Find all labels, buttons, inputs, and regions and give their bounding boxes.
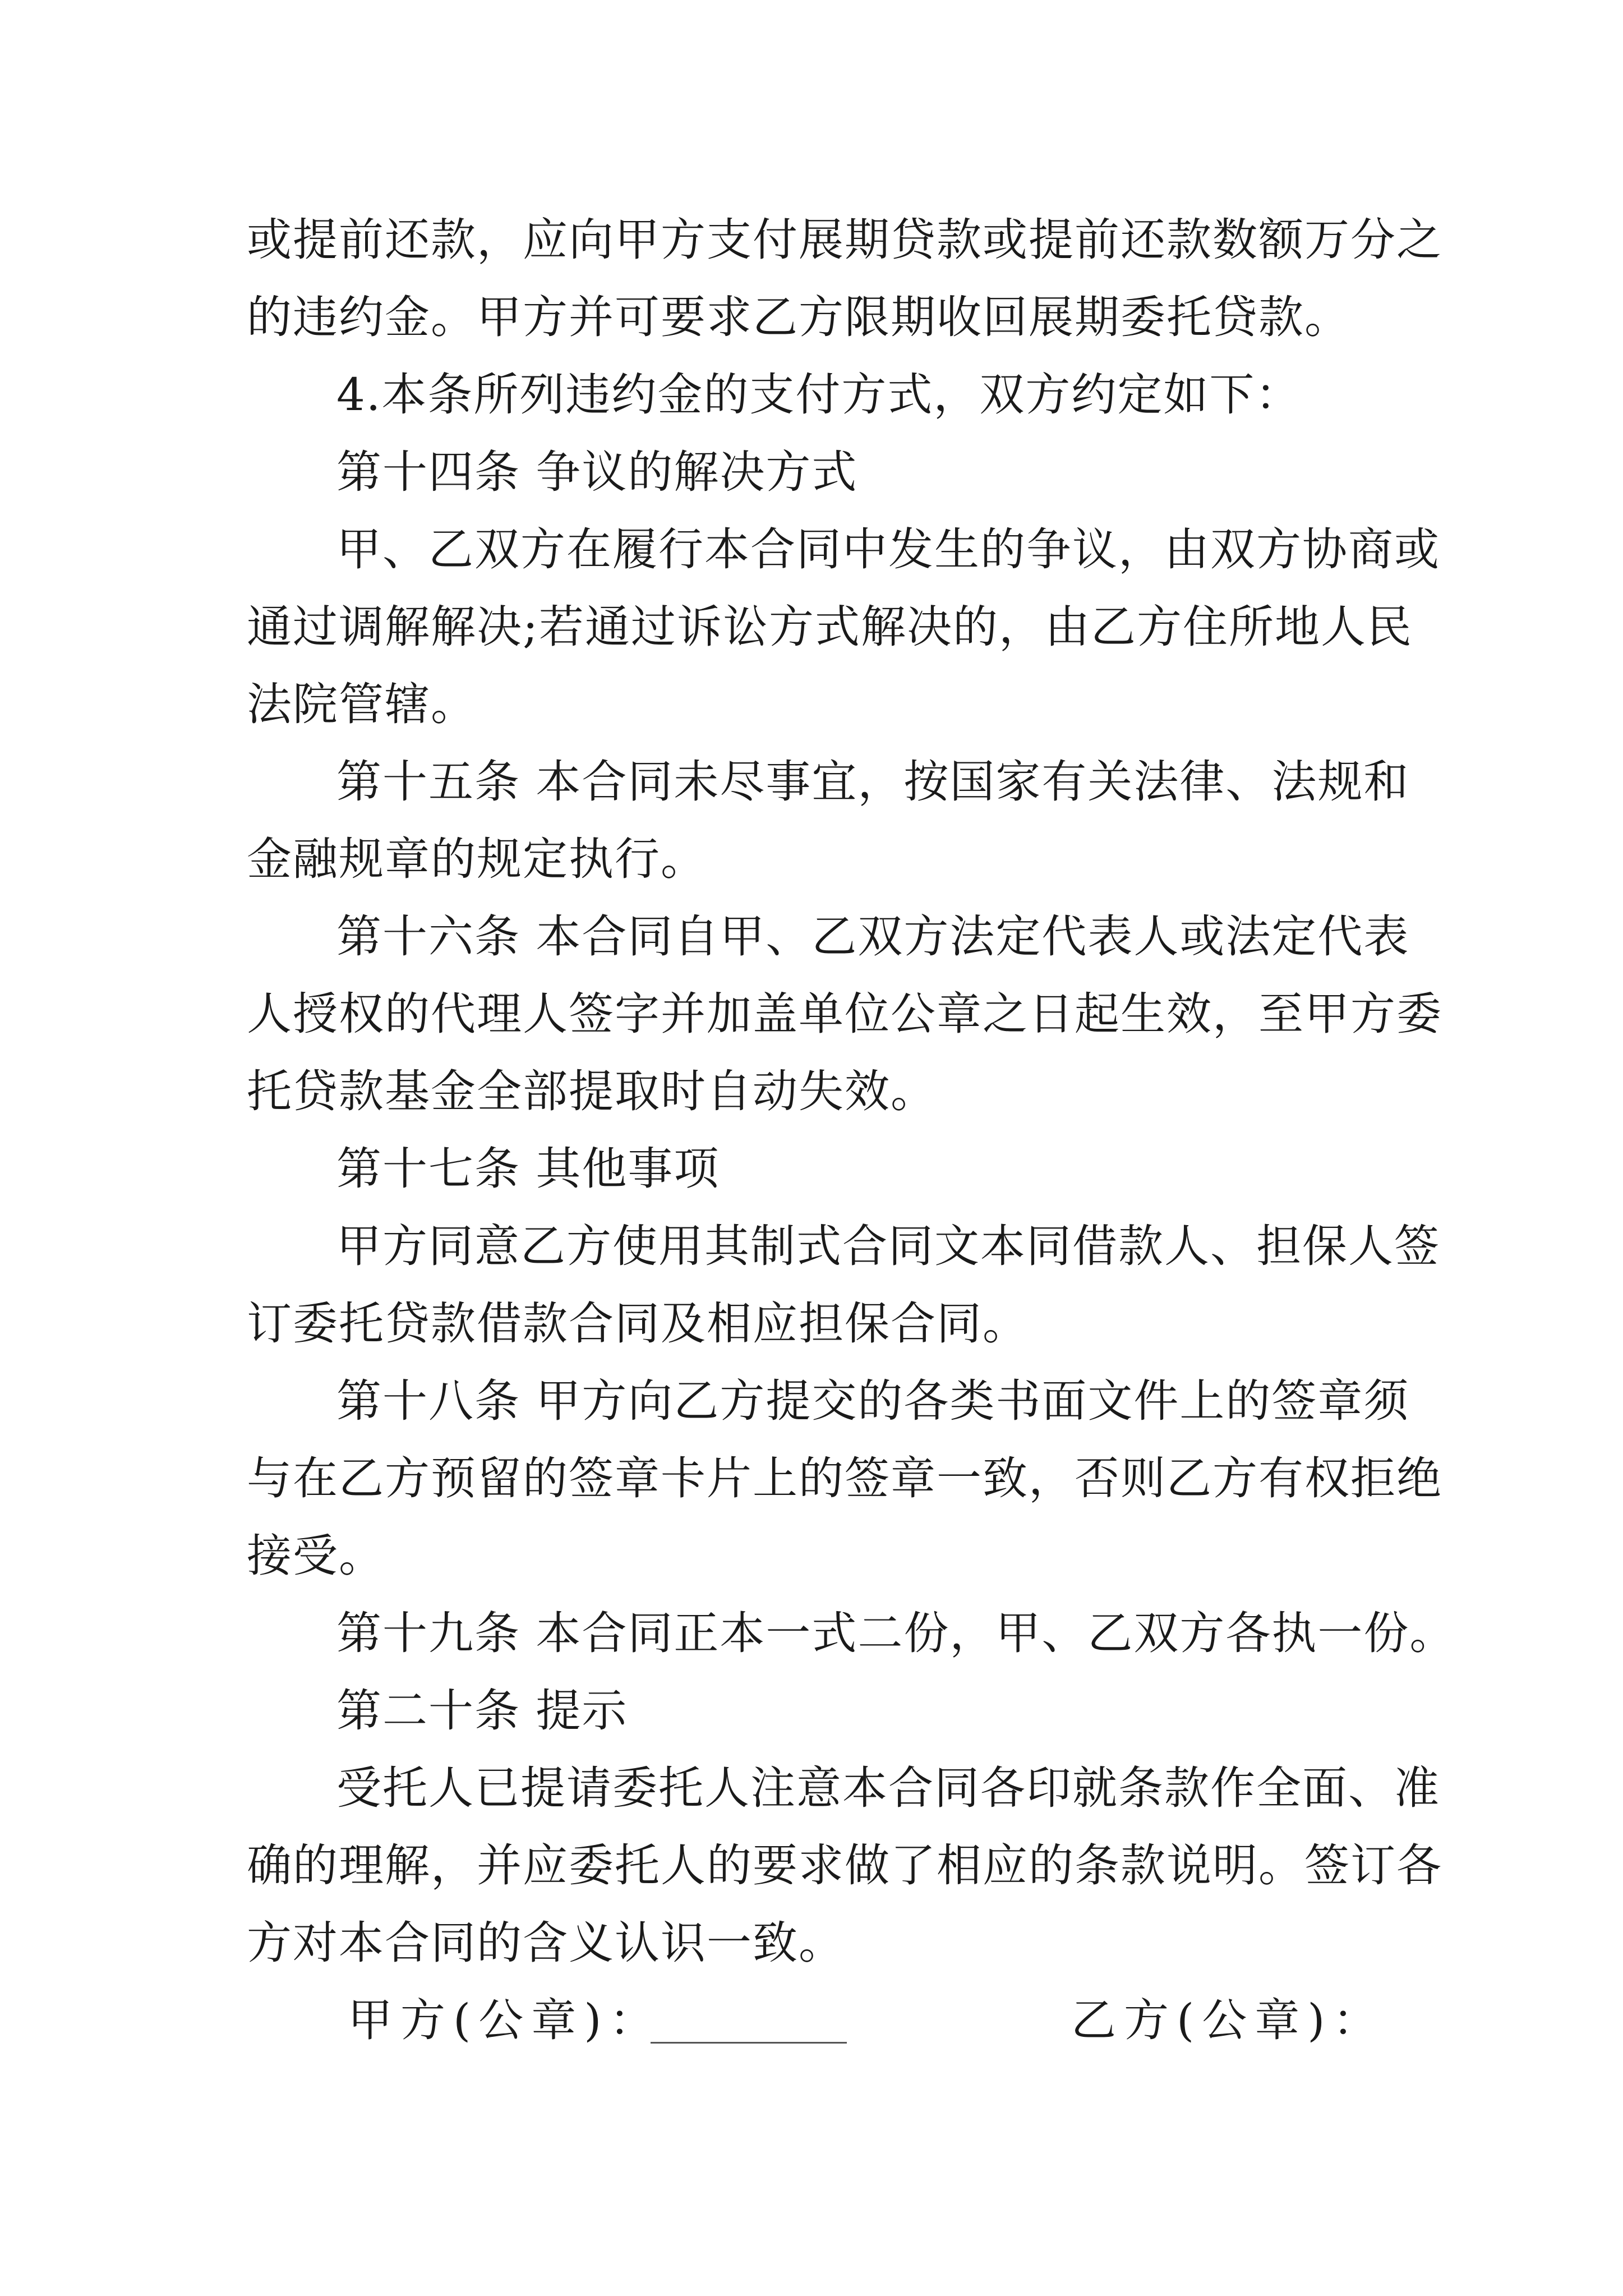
- party-b-seal-label: 乙方(公章)：: [1071, 1994, 1386, 2046]
- text-line: 托贷款基金全部提取时自动失效。: [247, 1065, 937, 1117]
- party-a-seal-label: 甲方(公章)：: [348, 1994, 662, 2046]
- text-line: 通过调解解决;若通过诉讼方式解决的，由乙方住所地人民: [247, 601, 1413, 653]
- text-line: 确的理解，并应委托人的要求做了相应的条款说明。签订各: [247, 1839, 1442, 1892]
- text-line: 方对本合同的含义认识一致。: [247, 1917, 845, 1969]
- article-heading: 第十四条 争议的解决方式: [336, 446, 858, 498]
- text-line: 受托人已提请委托人注意本合同各印就条款作全面、准: [336, 1762, 1440, 1814]
- text-line: 甲、乙双方在履行本合同中发生的争议，由双方协商或: [336, 523, 1440, 576]
- text-line: 的违约金。甲方并可要求乙方限期收回展期委托贷款。: [247, 291, 1350, 343]
- article-heading: 第十七条 其他事项: [336, 1143, 720, 1195]
- text-line: 金融规章的规定执行。: [247, 833, 707, 885]
- text-line: 4.本条所列违约金的支付方式，双方约定如下：: [336, 369, 1302, 421]
- article-heading: 第二十条 提示: [336, 1685, 628, 1737]
- article-heading: 第十六条 本合同自甲、乙双方法定代表人或法定代表: [336, 910, 1410, 963]
- signature-block: [348, 1993, 1386, 2054]
- text-line: 人授权的代理人签字并加盖单位公章之日起生效，至甲方委: [247, 988, 1442, 1040]
- article-heading: 第十九条 本合同正本一式二份，甲、乙双方各执一份。: [336, 1607, 1456, 1659]
- text-line: 接受。: [247, 1530, 385, 1582]
- party-a-signature-blank: [651, 2042, 847, 2044]
- article-heading: 第十八条 甲方向乙方提交的各类书面文件上的签章须: [336, 1375, 1410, 1427]
- article-heading: 第十五条 本合同未尽事宜，按国家有关法律、法规和: [336, 756, 1410, 808]
- text-line: 或提前还款，应向甲方支付展期贷款或提前还款数额万分之: [247, 214, 1442, 266]
- text-line: 订委托贷款借款合同及相应担保合同。: [247, 1297, 1029, 1350]
- text-line: 与在乙方预留的签章卡片上的签章一致，否则乙方有权拒绝: [247, 1452, 1442, 1504]
- text-line: 甲方同意乙方使用其制式合同文本同借款人、担保人签: [336, 1220, 1440, 1272]
- text-line: 法院管辖。: [247, 678, 477, 730]
